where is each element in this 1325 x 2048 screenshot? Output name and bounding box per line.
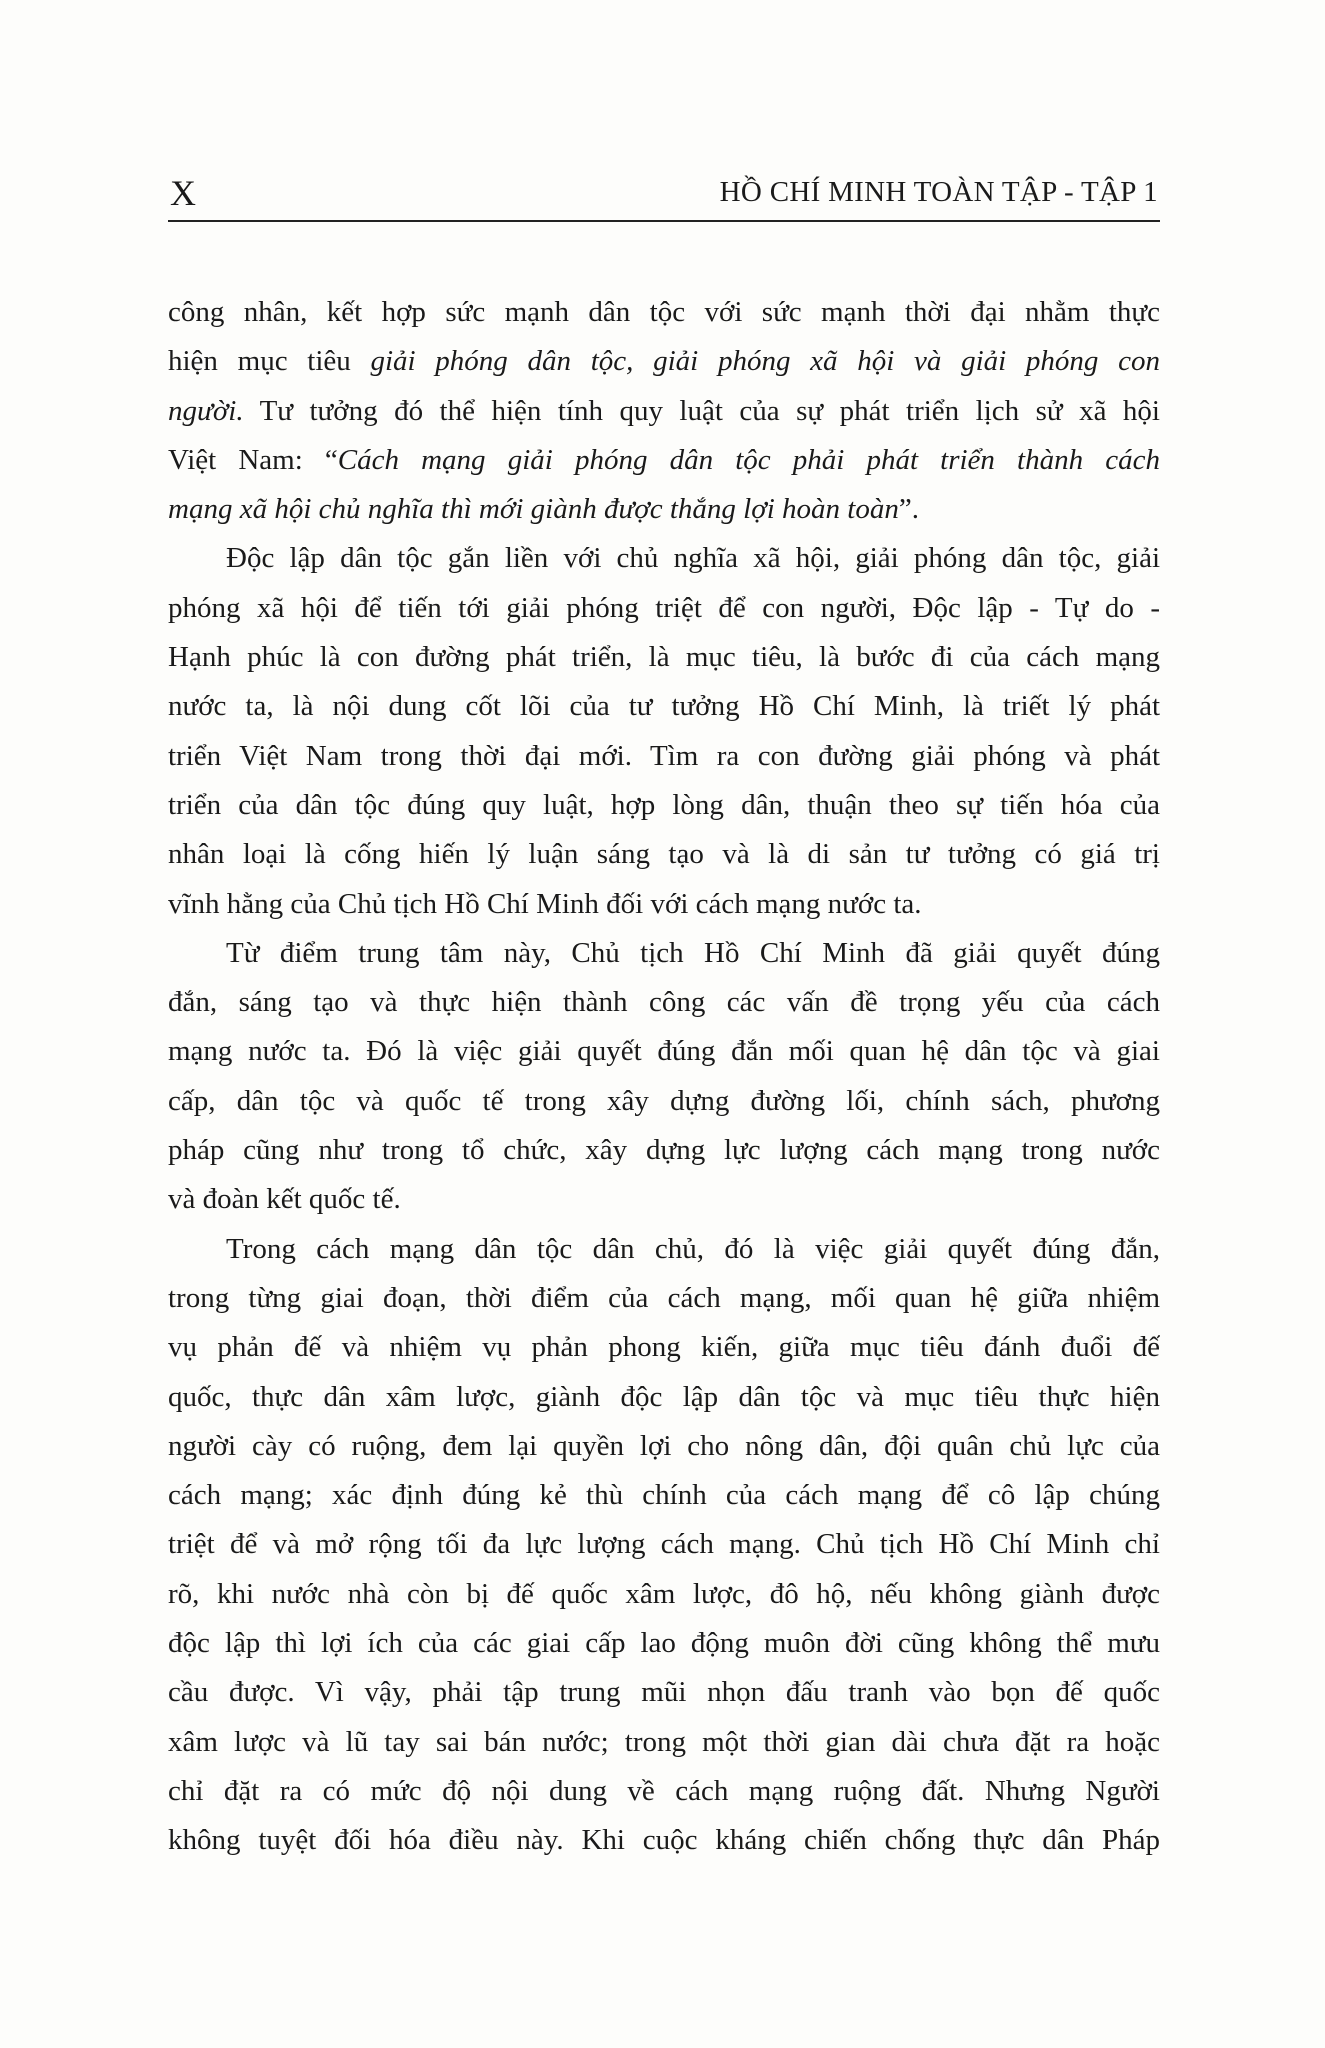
italic-text: giải phóng dân tộc, giải phóng xã hội và giải phóng con [370,345,1160,378]
text-segment: Trong cách mạng dân tộc dân chủ, đó là việc giải quyết đúng đắn, [226,1232,1160,1265]
text-line [168,1323,1160,1372]
text-line [168,1077,1160,1126]
italic-text: người. [168,394,244,427]
text-segment: đắn, sáng tạo và thực hiện thành công các vấn đề trọng yếu của cách [168,986,1160,1019]
text-segment: Tư tưởng đó thể hiện tính quy luật của sự phát triển lịch sử xã hội [243,394,1160,427]
running-title: HỒ CHÍ MINH TOÀN TẬP - TẬP 1 [719,176,1158,208]
text-line [168,1767,1160,1816]
text-line [168,1816,1160,1865]
italic-text: mạng xã hội chủ nghĩa thì mới giành được thắng lợi hoàn toàn [168,493,899,526]
text-segment: Hạnh phúc là con đường phát triển, là mục tiêu, là bước đi của cách mạng [168,641,1160,674]
text-segment: xâm lược và lũ tay sai bán nước; trong một thời gian dài chưa đặt ra hoặc [168,1725,1160,1758]
text-segment: triệt để và mở rộng tối đa lực lượng cách mạng. Chủ tịch Hồ Chí Minh chỉ [168,1528,1160,1561]
text-line [168,1126,1160,1175]
text-line [168,337,1160,386]
text-segment: quốc, thực dân xâm lược, giành độc lập dân tộc và mục tiêu thực hiện [168,1380,1160,1413]
text-segment: nhân loại là cống hiến lý luận sáng tạo và là di sản tư tưởng có giá trị [168,838,1160,871]
text-line [168,436,1160,485]
text-line [168,682,1160,731]
text-line [168,781,1160,830]
text-line [168,1175,1160,1224]
text-line [168,1718,1160,1767]
text-segment: triển của dân tộc đúng quy luật, hợp lòng dân, thuận theo sự tiến hóa của [168,788,1160,821]
text-line [168,880,1160,929]
text-line [168,288,1160,337]
body-text [168,288,1160,1866]
text-segment: vụ phản đế và nhiệm vụ phản phong kiến, giữa mục tiêu đánh đuổi đế [168,1331,1160,1364]
text-line [168,633,1160,682]
text-segment: cầu được. Vì vậy, phải tập trung mũi nhọn đấu tranh vào bọn đế quốc [168,1676,1160,1709]
italic-text: Cách mạng giải phóng dân tộc phải phát triển thành cách [337,443,1160,476]
text-line [168,978,1160,1027]
text-segment: không tuyệt đối hóa điều này. Khi cuộc kháng chiến chống thực dân Pháp [168,1824,1160,1857]
text-segment: nước ta, là nội dung cốt lõi của tư tưởng Hồ Chí Minh, là triết lý phát [168,690,1160,723]
text-segment: triển Việt Nam trong thời đại mới. Tìm ra con đường giải phóng và phát [168,739,1160,772]
text-segment: và đoàn kết quốc tế. [168,1183,401,1216]
text-line [168,1668,1160,1717]
text-line [168,732,1160,781]
text-line [168,929,1160,978]
text-segment: chỉ đặt ra có mức độ nội dung về cách mạng ruộng đất. Nhưng Người [168,1774,1160,1807]
text-segment: Độc lập dân tộc gắn liền với chủ nghĩa xã hội, giải phóng dân tộc, giải [226,542,1160,575]
text-segment: cách mạng; xác định đúng kẻ thù chính của cách mạng để cô lập chúng [168,1479,1160,1512]
text-segment: cấp, dân tộc và quốc tế trong xây dựng đường lối, chính sách, phương [168,1084,1160,1117]
text-line [168,584,1160,633]
text-line [168,1274,1160,1323]
text-segment: ”. [898,493,919,526]
text-line [168,1471,1160,1520]
text-line [168,387,1160,436]
text-line [168,1520,1160,1569]
text-line [168,1570,1160,1619]
text-line [168,1225,1160,1274]
text-segment: Từ điểm trung tâm này, Chủ tịch Hồ Chí Minh đã giải quyết đúng [226,936,1160,969]
text-segment: người cày có ruộng, đem lại quyền lợi cho nông dân, đội quân chủ lực của [168,1429,1160,1462]
text-segment: rõ, khi nước nhà còn bị đế quốc xâm lược, đô hộ, nếu không giành được [168,1577,1160,1610]
text-segment: độc lập thì lợi ích của các giai cấp lao động muôn đời cũng không thể mưu [168,1627,1160,1660]
text-segment: vĩnh hằng của Chủ tịch Hồ Chí Minh đối với cách mạng nước ta. [168,887,922,920]
page-header [168,168,1160,222]
text-line [168,830,1160,879]
text-line [168,534,1160,583]
text-line [168,1619,1160,1668]
text-segment: mạng nước ta. Đó là việc giải quyết đúng đắn mối quan hệ dân tộc và giai [168,1035,1160,1068]
text-segment: trong từng giai đoạn, thời điểm của cách mạng, mối quan hệ giữa nhiệm [168,1281,1160,1314]
text-segment: Việt Nam: “ [168,443,338,476]
text-segment: hiện mục tiêu [168,345,371,378]
text-segment: công nhân, kết hợp sức mạnh dân tộc với sức mạnh thời đại nhằm thực [168,296,1160,328]
text-line [168,1373,1160,1422]
page-number: X [170,173,197,213]
text-line [168,485,1160,534]
text-line [168,1422,1160,1471]
text-line [168,1027,1160,1076]
text-segment: phóng xã hội để tiến tới giải phóng triệt để con người, Độc lập - Tự do - [168,591,1160,624]
text-segment: pháp cũng như trong tổ chức, xây dựng lực lượng cách mạng trong nước [168,1134,1160,1167]
